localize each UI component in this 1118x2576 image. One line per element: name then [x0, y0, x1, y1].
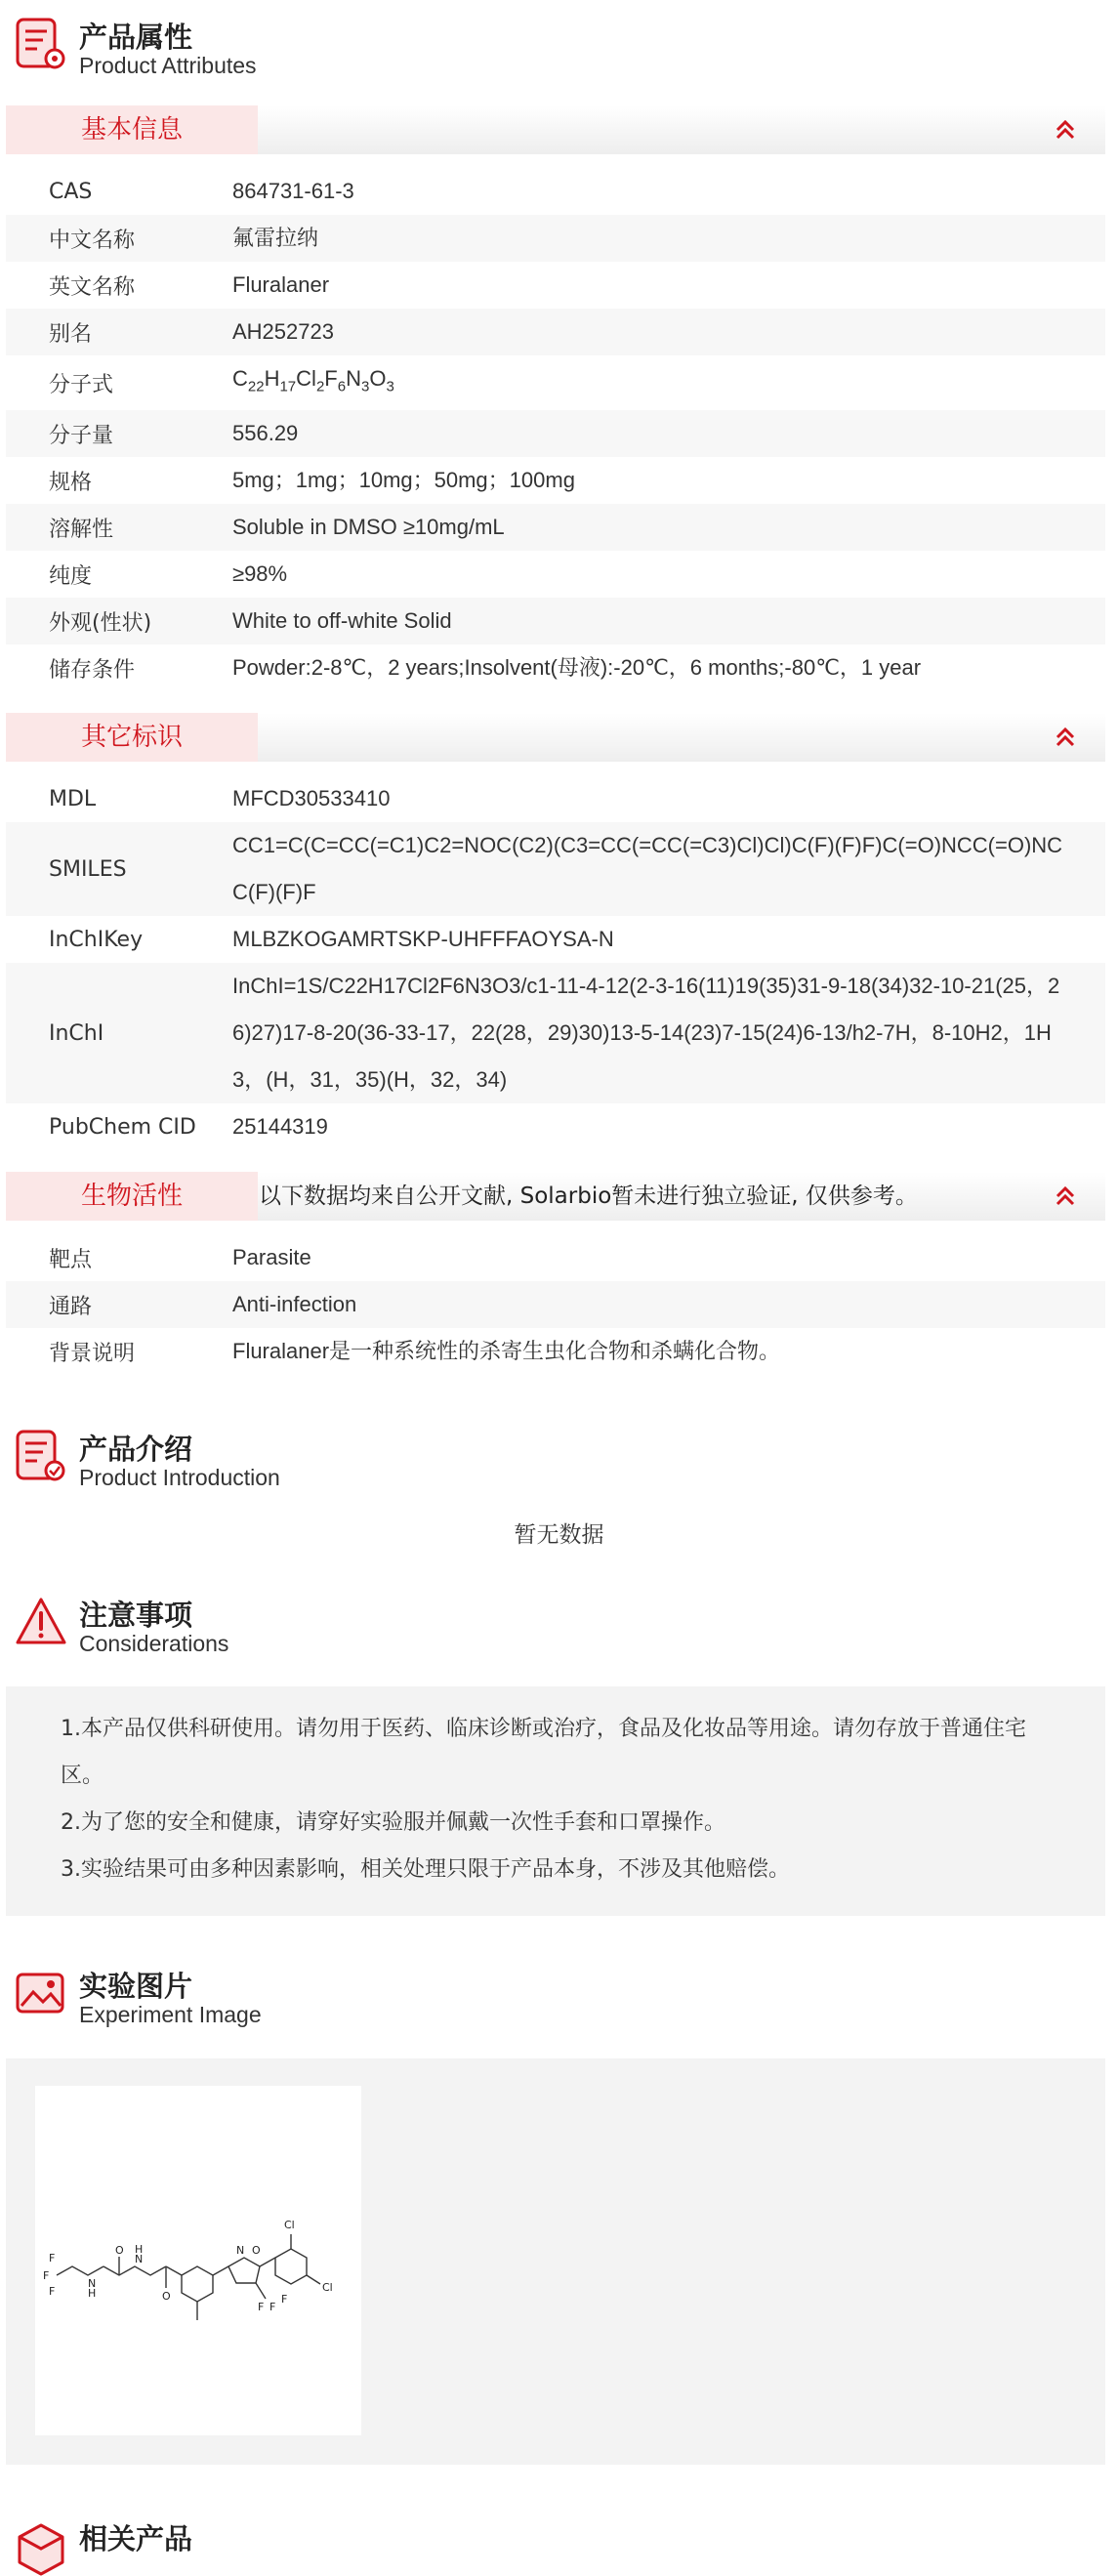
box-icon [14, 2515, 68, 2576]
row-value: 864731-61-3 [232, 179, 354, 203]
section-subtitle: Experiment Image [79, 2002, 262, 2027]
row-value: Soluble in DMSO ≥10mg/mL [232, 515, 505, 539]
table-row [6, 355, 1105, 410]
section-title: 相关产品 [79, 2522, 193, 2555]
row-value: ≥98% [232, 561, 288, 586]
table-row [6, 822, 1105, 916]
row-key: 通路 [49, 1294, 93, 1319]
row-key: 英文名称 [49, 274, 136, 300]
structure-atom-label: F [281, 2293, 288, 2306]
row-key: 规格 [49, 470, 93, 495]
section-subtitle: Product Introduction [79, 1465, 280, 1490]
row-value: MLBZKOGAMRTSKP-UHFFFAOYSA-N [232, 927, 614, 951]
section-title: 产品属性 [79, 21, 193, 54]
section-title: 实验图片 [79, 1970, 193, 2003]
row-key: 储存条件 [49, 657, 136, 683]
table-row [6, 1234, 1105, 1281]
row-key: InChI [49, 1020, 104, 1046]
basic-info-bar [6, 105, 1105, 154]
row-key: 分子量 [49, 423, 114, 448]
other-ids-table [6, 775, 1105, 1150]
row-key: 纯度 [49, 563, 93, 589]
no-data-text: 暂无数据 [514, 1522, 604, 1548]
other-ids-label: 其它标识 [6, 713, 258, 762]
structure-atom-label: Cl [284, 2219, 295, 2231]
table-row [6, 1328, 1105, 1375]
basic-info-label: 基本信息 [6, 105, 258, 154]
row-value: Fluralaner是一种系统性的杀寄生虫化合物和杀螨化合物。 [232, 1339, 781, 1363]
structure-atom-label: N [135, 2253, 144, 2265]
row-value: 5mg；1mg；10mg；50mg；100mg [232, 468, 575, 492]
table-row [6, 215, 1105, 262]
collapse-chevron-icon[interactable] [1053, 725, 1078, 750]
table-row [6, 598, 1105, 644]
table-row [6, 916, 1105, 963]
structure-atom-label: F [43, 2269, 50, 2282]
table-row [6, 504, 1105, 551]
table-row [6, 262, 1105, 309]
table-row [6, 410, 1105, 457]
row-key: CAS [49, 179, 93, 204]
table-row [6, 644, 1105, 691]
row-key: 背景说明 [49, 1341, 136, 1366]
row-value: InChI=1S/C22H17Cl2F6N3O3/c1-11-4-12(2-3-16(11)19(35)31-9-18(34)32-10-21(25，26)27)17-8-20(36-33-17，22(28，29)30)13-5-14(23)7-15(24)6-13/h2-7H，8-10H2，1H3，(H，31，35)(H，32，34) [232, 974, 1060, 1092]
molecular-formula: $C_{22}H_{17}Cl_2F_6N_3O_3$ [232, 365, 394, 395]
consideration-item: 2.为了您的安全和健康，请穿好实验服并佩戴一次性手套和口罩操作。 [61, 1810, 725, 1835]
consideration-item: 3.实验结果可由多种因素影响，相关处理只限于产品本身，不涉及其他赔偿。 [61, 1857, 790, 1882]
section-subtitle: Considerations [79, 1631, 229, 1656]
row-key: 溶解性 [49, 517, 114, 542]
row-value: MFCD30533410 [232, 786, 391, 810]
structure-image-thumbnail[interactable] [35, 2086, 361, 2435]
structure-atom-label: F [49, 2252, 56, 2264]
structure-atom-label: F [49, 2285, 56, 2298]
other-ids-bar [6, 713, 1105, 762]
row-key: SMILES [49, 856, 127, 882]
chemical-structure-image [35, 2086, 361, 2435]
collapse-chevron-icon[interactable] [1053, 1184, 1078, 1209]
structure-atom-label: F [258, 2301, 265, 2313]
bio-activity-label: 生物活性 [6, 1172, 258, 1221]
structure-atom-label: H [88, 2287, 97, 2300]
consideration-item: 1.本产品仅供科研使用。请勿用于医药、临床诊断或治疗，食品及化妆品等用途。请勿存放于普通住宅区。 [61, 1717, 1026, 1788]
row-key: 中文名称 [49, 228, 136, 253]
table-row [6, 168, 1105, 215]
section-title: 注意事项 [79, 1599, 193, 1632]
table-row [6, 963, 1105, 1103]
row-key: InChIKey [49, 927, 144, 952]
image-icon [14, 1963, 68, 2023]
row-key: MDL [49, 786, 97, 811]
experiment-image-panel [6, 2058, 1105, 2465]
structure-atom-label: H [135, 2243, 144, 2256]
table-row [6, 1281, 1105, 1328]
row-value: White to off-white Solid [232, 608, 452, 633]
row-value: CC1=C(C=CC(=C1)C2=NOC(C2)(C3=CC(=CC(=C3)Cl)Cl)C(F)(F)F)C(=O)NCC(=O)NCC(F)(F)F [232, 833, 1063, 904]
row-value: Fluralaner [232, 272, 330, 297]
structure-atom-label: N [88, 2277, 97, 2290]
row-value: Parasite [232, 1245, 311, 1269]
structure-atom-label: Cl [322, 2281, 333, 2294]
structure-atom-label: O [252, 2244, 261, 2257]
table-row [6, 775, 1105, 822]
table-row [6, 309, 1105, 355]
document-check-icon [14, 1426, 68, 1486]
table-row [6, 1103, 1105, 1150]
row-value: 556.29 [232, 421, 299, 445]
collapse-chevron-icon[interactable] [1053, 117, 1078, 143]
structure-atom-label: N [236, 2244, 245, 2257]
table-row [6, 457, 1105, 504]
considerations-panel [6, 1686, 1105, 1916]
row-value: AH252723 [232, 319, 334, 344]
bio-activity-disclaimer: 以下数据均来自公开文献, Solarbio暂未进行独立验证, 仅供参考。 [259, 1184, 918, 1209]
row-key: 靶点 [49, 1247, 93, 1272]
bio-activity-table [6, 1234, 1105, 1375]
row-key: 分子式 [49, 372, 114, 397]
row-value: 氟雷拉纳 [232, 226, 319, 250]
section-subtitle: Product Attributes [79, 53, 257, 78]
basic-info-table [6, 168, 1105, 691]
structure-atom-label: O [115, 2244, 124, 2257]
warning-icon [14, 1592, 68, 1652]
row-value: 25144319 [232, 1114, 328, 1139]
structure-atom-label: F [269, 2301, 276, 2313]
document-gear-icon [14, 14, 68, 74]
table-row [6, 551, 1105, 598]
section-title: 产品介绍 [79, 1433, 193, 1466]
row-key: PubChem CID [49, 1114, 196, 1140]
structure-atom-label: O [162, 2290, 171, 2303]
row-value: Anti-infection [232, 1292, 357, 1316]
row-key: 外观(性状) [49, 610, 152, 636]
row-value: Powder:2-8℃，2 years;Insolvent(母液):-20℃，6 months;-80℃，1 year [232, 655, 922, 680]
row-key: 别名 [49, 321, 93, 347]
bio-activity-bar [6, 1172, 1105, 1221]
